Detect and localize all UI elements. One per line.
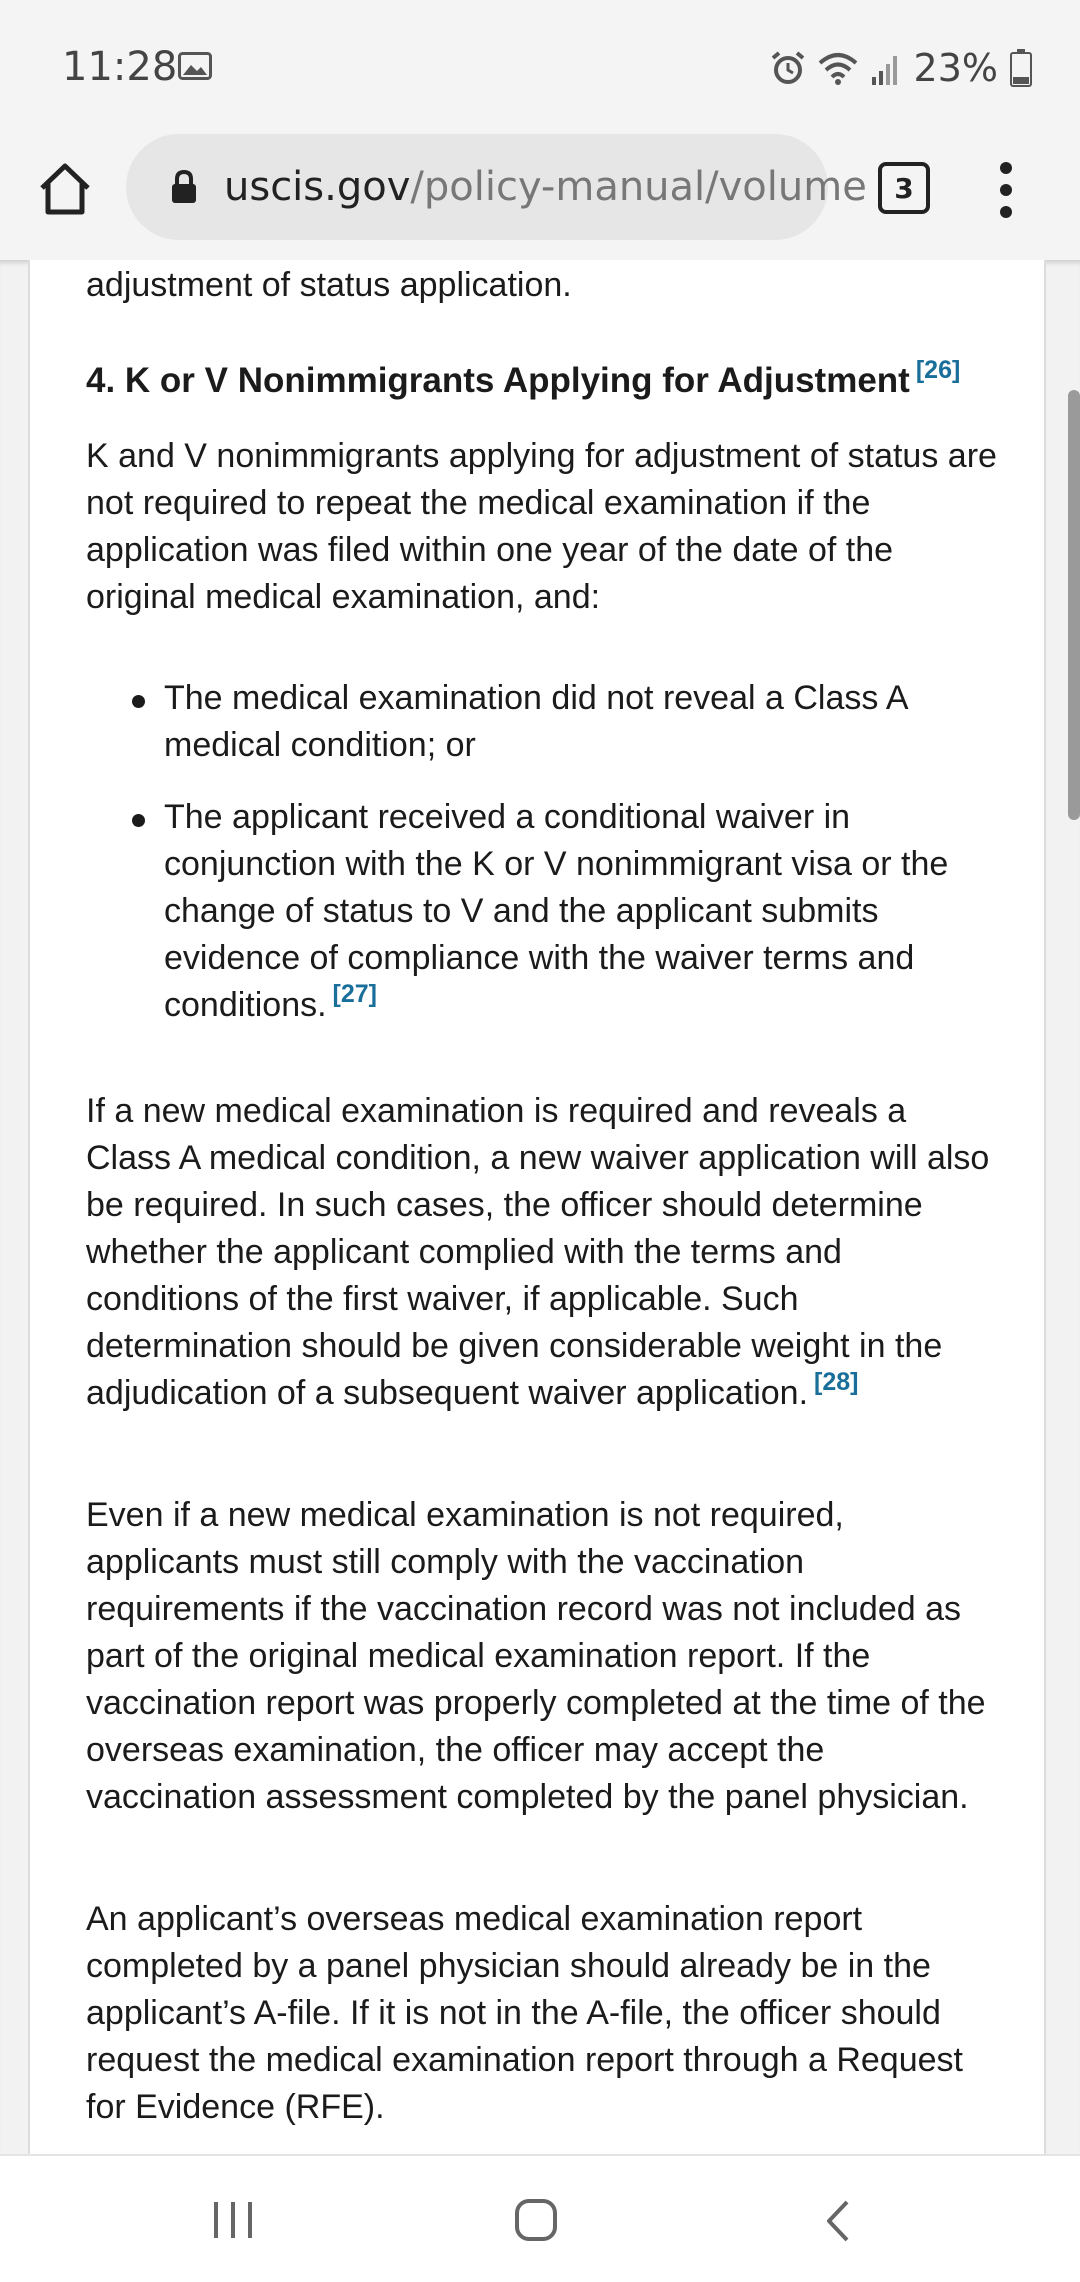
list-item-text: The applicant received a conditional waiver in conjunction with the K or V nonimmigrant visa or the change of status to V and the applicant submits evidence of compliance with the waiver terms and conditions. — [164, 798, 949, 1024]
wifi-icon — [818, 51, 858, 85]
paragraph-new-exam — [86, 1088, 998, 1417]
home-nav-icon[interactable] — [514, 2198, 558, 2242]
signal-icon — [870, 51, 902, 85]
navigation-bar — [0, 2154, 1080, 2282]
recent-apps-icon[interactable] — [210, 2200, 256, 2240]
url-bar[interactable] — [126, 134, 867, 240]
footnote-link-27[interactable]: [27] — [332, 980, 378, 1008]
url-path: /policy-manual/volume — [410, 164, 867, 210]
status-icons — [770, 44, 1032, 92]
lock-icon — [170, 170, 198, 204]
home-icon[interactable] — [34, 158, 96, 220]
paragraph-overseas-report: An applicant’s overseas medical examination report completed by a panel physician should already be in the applicant’s A-file. If it is not in the A-file, the officer should request the medical examination report through a Request for Evidence (RFE). — [86, 1900, 963, 2126]
page-card — [28, 260, 1046, 2154]
url-host: uscis.gov — [224, 164, 411, 210]
paragraph-intro: K and V nonimmigrants applying for adjustment of status are not required to repeat the medical examination if the application was filed within one year of the date of the original medical examination, and: — [86, 437, 997, 616]
paragraph-new-exam-text: If a new medical examination is required and reveals a Class A medical condition, a new waiver application will also be required. In such cases, the officer should determine whether the applicant complied with the terms and conditions of the first waiver, if applicable. Such determination should be given considerable weight in the adjudication of a subsequent waiver application. — [86, 1092, 990, 1412]
footnote-link-28[interactable]: [28] — [814, 1368, 859, 1396]
list-item — [86, 675, 976, 769]
battery-percent: 23% — [913, 46, 998, 90]
url-text — [224, 164, 867, 210]
continuation-text: adjustment of status application. — [86, 266, 572, 304]
browser-toolbar — [0, 128, 1080, 260]
battery-icon — [1010, 49, 1032, 87]
tab-count: 3 — [894, 171, 914, 205]
back-icon[interactable] — [822, 2198, 852, 2244]
tabs-icon[interactable] — [878, 162, 930, 214]
more-menu-icon[interactable] — [990, 160, 1022, 220]
scrollbar-thumb[interactable] — [1068, 390, 1080, 820]
alarm-icon — [770, 50, 806, 86]
paragraph-vaccination: Even if a new medical examination is not required, applicants must still comply with the vaccination requirements if the vaccination record was not included as part of the original medical examination report. If the vaccination report was properly completed at the time of the overseas examination, the officer may accept the vaccination assessment completed by the panel physician. — [86, 1496, 986, 1816]
section-heading — [86, 357, 960, 404]
image-icon — [178, 52, 212, 80]
list-item — [86, 794, 976, 1029]
web-content[interactable] — [0, 260, 1080, 2154]
status-bar — [0, 0, 1080, 128]
status-time: 11:28 — [62, 44, 178, 90]
footnote-link-26[interactable]: [26] — [915, 356, 961, 384]
list-item-text: The medical examination did not reveal a Class A medical condition; or — [164, 679, 907, 764]
condition-list — [86, 675, 998, 1054]
heading-text: 4. K or V Nonimmigrants Applying for Adjustment — [86, 361, 910, 400]
